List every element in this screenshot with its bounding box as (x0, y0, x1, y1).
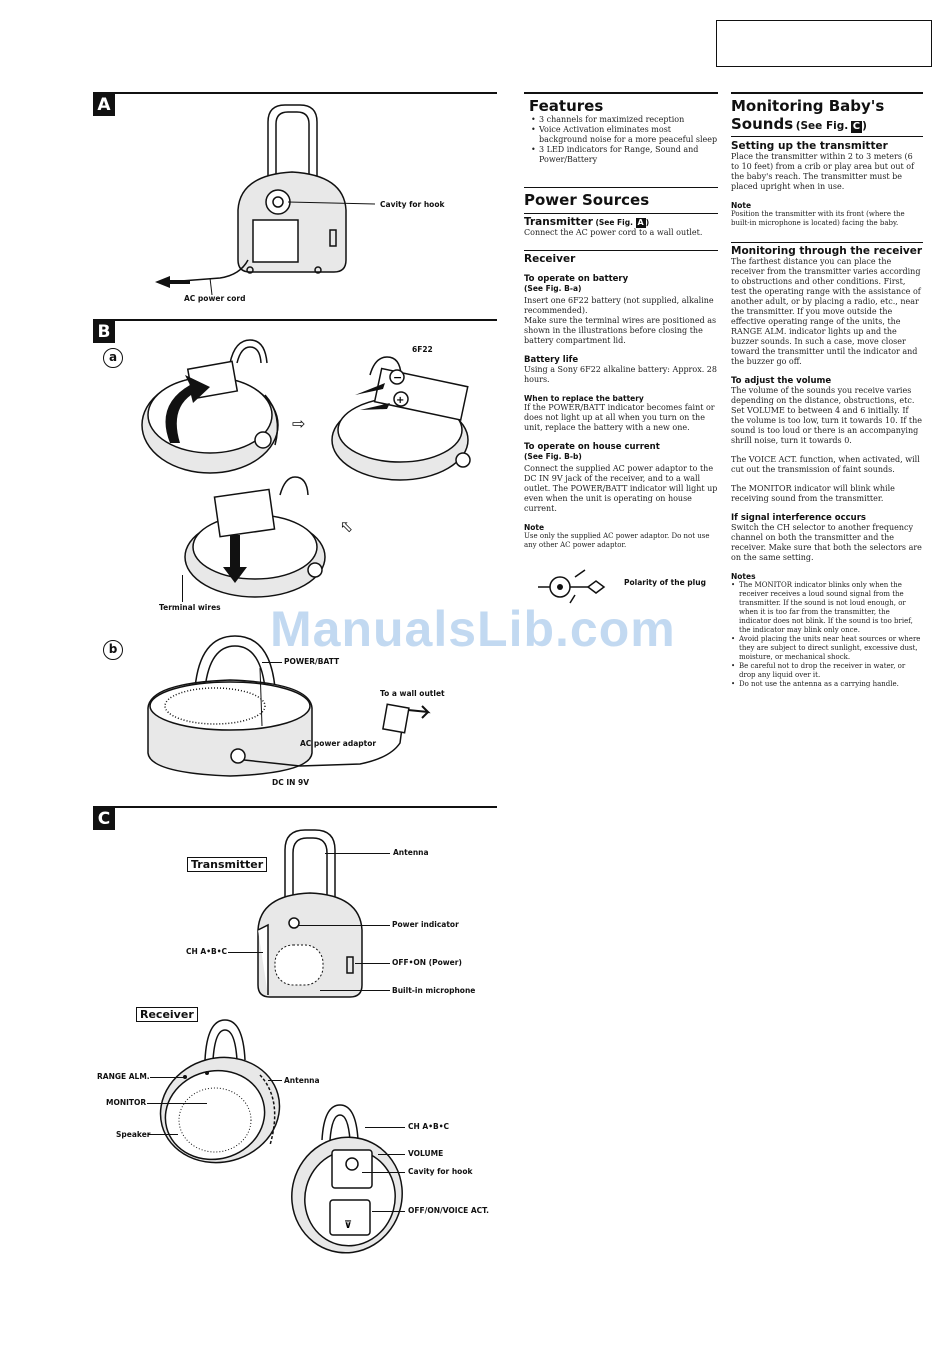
transmitter-illustration-a (150, 100, 400, 300)
label-volume: VOLUME (408, 1149, 444, 1158)
house-current-fig-ref: (See Fig. B-b) (524, 452, 582, 461)
leader-range (150, 1077, 185, 1078)
leader-speaker (148, 1134, 178, 1135)
fig-a-badge: A (637, 218, 644, 227)
feature-item: • Voice Activation eliminates most background noise for a more peaceful sleep (539, 125, 718, 145)
house-current-title: To operate on house current (524, 442, 660, 452)
features-title: Features (529, 96, 604, 115)
replace-battery-title: When to replace the battery (524, 394, 644, 403)
monitoring-title-line1: Monitoring Baby's (731, 96, 885, 115)
transmitter-box-label: Transmitter (187, 857, 267, 872)
model-number-box (716, 20, 932, 67)
label-power-indicator: Power indicator (392, 920, 459, 929)
receiver-open-lid-illustration (135, 335, 295, 480)
battery-text-2: Make sure the terminal wires are positioned as shown in the illustrations before closing the battery compartment lid. (524, 316, 717, 345)
note-item: • Be careful not to drop the receiver in water, or drop any liquid over it. (739, 662, 923, 680)
fig-c-badge: C (852, 120, 861, 132)
note-item: • The MONITOR indicator blinks only when the receiver receives a loud sound signal from the transmitter. If the sound is not loud enough, or when it is too far from the transmitter, the indicator does not blink. If the sound is too brief, the indicator may blink only once. (739, 581, 923, 635)
label-off-on-power: OFF•ON (Power) (392, 958, 462, 967)
receiver-title: Receiver (524, 253, 576, 265)
label-ch-abc-receiver: CH A•B•C (408, 1122, 450, 1131)
note-text: Use only the supplied AC power adaptor. Do not use any other AC power adaptor. (524, 532, 710, 549)
label-dc-in-9v: DC IN 9V (272, 778, 310, 787)
leader-power-indicator (298, 925, 390, 926)
volume-title: To adjust the volume (731, 376, 832, 386)
label-antenna: Antenna (393, 848, 429, 857)
watermark: ManualsLib.com (270, 601, 676, 657)
feature-item: • 3 LED indicators for Range, Sound and Power/Battery (539, 145, 718, 165)
figure-c-letter: C (93, 808, 115, 830)
note-title: Note (524, 523, 545, 532)
sub-figure-a-marker: a (103, 348, 123, 368)
svg-text:+: + (396, 395, 405, 406)
leader-ch-abc (228, 952, 263, 953)
label-range-alm: RANGE ALM. (97, 1072, 150, 1081)
sub-figure-b-marker: b (103, 640, 123, 660)
transmitter-fig-ref: (See Fig. (595, 218, 633, 227)
monitoring-receiver-title: Monitoring through the receiver (731, 245, 923, 257)
house-current-text: Connect the supplied AC power adaptor to the DC IN 9V jack of the receiver, and to a wall outlet. The POWER/BATT indicator will light up even when the unit is operating on house current. (524, 464, 718, 513)
label-off-on-voice-act: OFF/ON/VOICE ACT. (408, 1206, 489, 1215)
receiver-insert-battery-illustration (315, 355, 490, 485)
voice-act-text: The VOICE ACT. function, when activated, will cut out the transmission of faint sounds. (731, 455, 920, 474)
transmitter-title: Transmitter (524, 216, 593, 228)
receiver-close-lid-illustration (175, 475, 325, 600)
arrow-right-icon: ⇨ (292, 414, 306, 433)
svg-text:−: − (393, 371, 403, 384)
label-6f22: 6F22 (412, 345, 433, 354)
leader-offon (355, 963, 390, 964)
notes-list (731, 581, 923, 689)
transmitter-text: Connect the AC power cord to a wall outlet. (524, 228, 703, 237)
monitoring-title-line2: Sounds (731, 114, 794, 133)
volume-text: The volume of the sounds you receive varies depending on the distance, obstructions, etc. Set VOLUME to between 4 and 6 initially. If the volume is too low, turn it towards 10. If the sound is too loud or there is an accompanying shrill noise, turn it towards 0. (731, 386, 922, 445)
monitor-indicator-text: The MONITOR indicator will blink while receiving sound from the transmitter. (731, 484, 895, 503)
setup-title: Setting up the transmitter (731, 140, 888, 152)
leader-power-batt (262, 662, 282, 663)
leader-antenna2 (268, 1080, 282, 1081)
monitoring-fig-ref: (See Fig. (795, 119, 849, 132)
label-speaker: Speaker (116, 1130, 151, 1139)
leader-terminal (182, 575, 183, 602)
leader-offonvoice (372, 1211, 405, 1212)
label-ac-power-adaptor: AC power adaptor (300, 739, 377, 748)
label-power-batt: POWER/BATT (284, 657, 340, 666)
leader-volume (378, 1154, 405, 1155)
interference-title: If signal interference occurs (731, 513, 866, 523)
battery-title: To operate on battery (524, 274, 629, 284)
figure-a-letter: A (93, 94, 115, 116)
feature-item: • 3 channels for maximized reception (539, 115, 718, 125)
figure-b-letter: B (93, 321, 115, 343)
note-item: • Do not use the antenna as a carrying handle. (739, 680, 923, 689)
label-antenna-receiver: Antenna (284, 1076, 320, 1085)
leader-cavity2 (362, 1172, 405, 1173)
label-ch-abc: CH A•B•C (186, 947, 228, 956)
features-list (529, 115, 718, 165)
receiver-box-label: Receiver (136, 1007, 198, 1022)
arrow-down-left-icon: ⇦ (335, 515, 359, 538)
receiver-back-illustration (282, 1100, 412, 1260)
battery-life-title: Battery life (524, 355, 579, 365)
label-terminal-wires: Terminal wires (159, 603, 221, 612)
label-monitor: MONITOR (106, 1098, 147, 1107)
svg-text:⊽: ⊽ (344, 1220, 353, 1231)
leader-microphone (320, 990, 390, 991)
column-monitoring: Monitoring Baby's Sounds (See Fig. C ) Setting up the transmitter Place the transmitter within 2 to 3 meters (6 to 10 feet) from a crib or play area but out of the baby's reach. The transmitter must be placed upright when in use. Note Position the transmitter with its front (where the built-in microphone is located) facing the baby. Monitoring through the receiver The farthest distance you can place the receiver from the transmitter varies according to obstructions and other conditions. First, test the operating range with the assistance of another adult, or by placing a radio, etc., near the transmitter. If you move outside the effective operating range of the units, the RANGE ALM. indicator lights up and the buzzer sounds. In such a case, move closer toward the transmitter until the indicator and the buzzer go off. To adjust the volume The volume of the sounds you receive varies depending on the distance, obstructions, etc. Set VOLUME to between 4 and 6 initially. If the volume is too low, turn it towards 10. If the sound is too loud or there is an accompanying shrill noise, turn it towards 0. The VOICE ACT. function, when activated, will cut out the transmission of faint sounds. The MONITOR indicator will blink while receiving sound from the transmitter. If signal interference occurs Switch the CH selector to another frequency channel on both the transmitter and the receiver. Make sure that both the selectors are on the same setting. Notes • The MONITOR indicator blinks only when the receiver receives a loud sound signal from the transmitter. If the sound is not loud enough, or when it is too far from the transmitter, the indicator does not blink. If the sound is too brief, the indicator may blink only once. • Avoid placing the units near heat sources or where they are subject to direct sunlight, excessive dust, moisture, or mechanical shock. • Be careful not to drop the receiver in water, or drop any liquid over it. • Do not use the antenna as a carrying handle. (731, 92, 923, 689)
receiver-front-illustration (145, 1015, 285, 1165)
leader-ch-abc-2 (365, 1127, 405, 1128)
monitoring-receiver-text: The farthest distance you can place the receiver from the transmitter varies according to obstructions and other conditions. First, test the operating range with the assistance of another adult, or by placing a radio, etc., near the transmitter. If you move outside the effective operating range of the units, the RANGE ALM. indicator lights up and the buzzer sounds. In such a case, move closer toward the transmitter until the indicator and the buzzer go off. (731, 257, 921, 366)
setup-text: Place the transmitter within 2 to 3 meters (6 to 10 feet) from a crib or play area but out of the baby's reach. The transmitter must be placed upright when in use. (731, 152, 915, 191)
column-features-power: Features • 3 channels for maximized reception • Voice Activation eliminates most background noise for a more peaceful sleep • 3 LED indicators for Range, Sound and Power/Battery Power Sources Transmitter (See Fig. A ) Connect the AC power cord to a wall outlet. Receiver To operate on battery (See Fig. B-a) Insert one 6F22 battery (not supplied, alkaline recommended). Make sure the terminal wires are positioned as shown in the illustrations before closing the battery compartment lid. Battery life Using a Sony 6F22 alkaline battery: Approx. 28 hours. When to replace the battery If the POWER/BATT indicator becomes faint or does not light up at all when you turn on the unit, replace the battery with a new one. To operate on house current (See Fig. B-b) Connect the supplied AC power adaptor to the DC IN 9V jack of the receiver, and to a wall outlet. The POWER/BATT indicator will light up even when the unit is operating on house current. Note Use only the supplied AC power adaptor. Do not use any other AC power adaptor. (524, 92, 718, 550)
notes-title: Notes (731, 572, 756, 581)
label-cavity-for-hook: Cavity for hook (380, 200, 445, 209)
leader-monitor (147, 1103, 207, 1104)
note1-text: Position the transmitter with its front (where the built-in microphone is located) facing the baby. (731, 210, 905, 227)
label-cavity-for-hook-receiver: Cavity for hook (408, 1167, 473, 1176)
interference-text: Switch the CH selector to another frequency channel on both the transmitter and the receiver. Make sure that both the selectors are on the same setting. (731, 523, 922, 562)
note1-title: Note (731, 201, 752, 210)
leader-antenna (325, 853, 390, 854)
power-sources-title: Power Sources (524, 191, 650, 209)
label-ac-power-cord: AC power cord (184, 294, 246, 303)
label-to-wall-outlet: To a wall outlet (380, 689, 445, 698)
battery-fig-ref: (See Fig. B-a) (524, 284, 582, 293)
label-built-in-microphone: Built-in microphone (392, 986, 476, 995)
plug-polarity-icon (530, 565, 620, 605)
battery-life-text: Using a Sony 6F22 alkaline battery: Approx. 28 hours. (524, 365, 717, 384)
replace-battery-text: If the POWER/BATT indicator becomes faint or does not light up at all when you turn on the unit, replace the battery with a new one. (524, 403, 715, 432)
note-item: • Avoid placing the units near heat sources or where they are subject to direct sunlight, excessive dust, moisture, or mechanical shock. (739, 635, 923, 662)
battery-text-1: Insert one 6F22 battery (not supplied, alkaline recommended). (524, 296, 714, 315)
label-polarity: Polarity of the plug (624, 578, 706, 587)
